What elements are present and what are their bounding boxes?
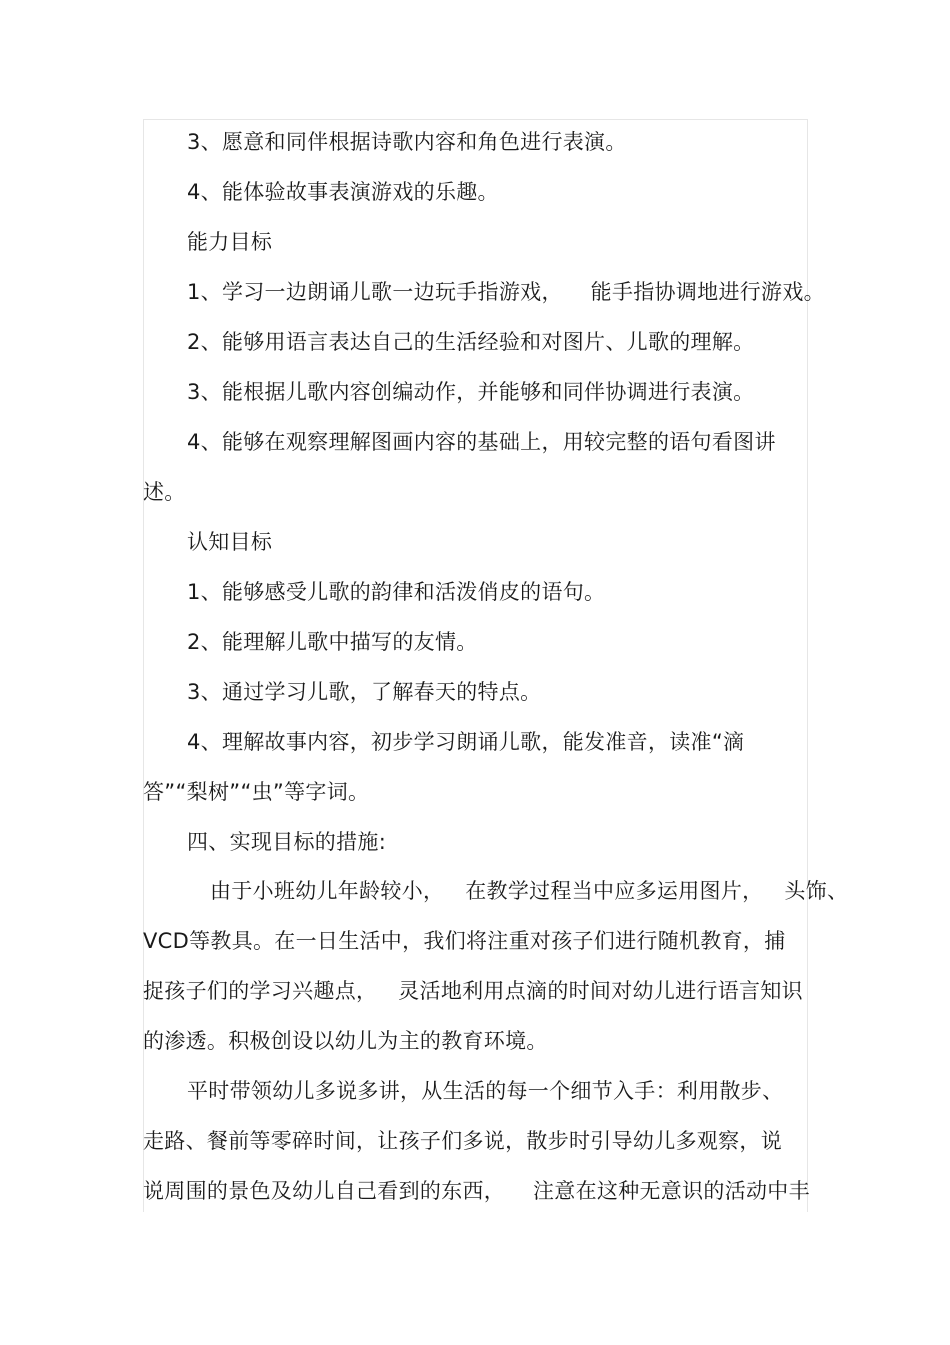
text-line: 1、学习一边朗诵儿歌一边玩手指游戏， 能手指协调地进行游戏。 (187, 280, 825, 304)
text-line: 4、理解故事内容，初步学习朗诵儿歌，能发准音，读准“滴 (187, 730, 745, 754)
section-heading: 四、实现目标的措施: (187, 830, 387, 854)
text-line: 3、能根据儿歌内容创编动作，并能够和同伴协调进行表演。 (187, 380, 755, 404)
section-heading: 认知目标 (187, 530, 273, 554)
text-line: 述。 (143, 480, 186, 504)
text-line: 1、能够感受儿歌的韵律和活泼俏皮的语句。 (187, 580, 606, 604)
text-line: 说周围的景色及幼儿自己看到的东西， 注意在这种无意识的活动中丰 (143, 1179, 810, 1203)
text-line: 捉孩子们的学习兴趣点， 灵活地利用点滴的时间对幼儿进行语言知识 (143, 979, 803, 1003)
text-line: 走路、餐前等零碎时间，让孩子们多说，散步时引导幼儿多观察，说 (143, 1129, 782, 1153)
text-line: 2、能够用语言表达自己的生活经验和对图片、儿歌的理解。 (187, 330, 755, 354)
section-heading: 能力目标 (187, 230, 273, 254)
text-line: 2、能理解儿歌中描写的友情。 (187, 630, 478, 654)
text-line: 4、能够在观察理解图画内容的基础上，用较完整的语句看图讲 (187, 430, 776, 454)
text-line: 平时带领幼儿多说多讲，从生活的每一个细节入手：利用散步、 (187, 1079, 784, 1103)
text-line: 4、能体验故事表演游戏的乐趣。 (187, 180, 499, 204)
text-line: 3、愿意和同伴根据诗歌内容和角色进行表演。 (187, 130, 627, 154)
text-line: VCD等教具。在一日生活中，我们将注重对孩子们进行随机教育，捕 (143, 929, 786, 953)
text-line: 答”“梨树”“虫”等字词。 (143, 780, 370, 804)
text-line: 由于小班幼儿年龄较小， 在教学过程当中应多运用图片， 头饰、 (210, 879, 849, 903)
text-line: 的渗透。积极创设以幼儿为主的教育环境。 (143, 1029, 548, 1053)
text-line: 3、通过学习儿歌，了解春天的特点。 (187, 680, 542, 704)
